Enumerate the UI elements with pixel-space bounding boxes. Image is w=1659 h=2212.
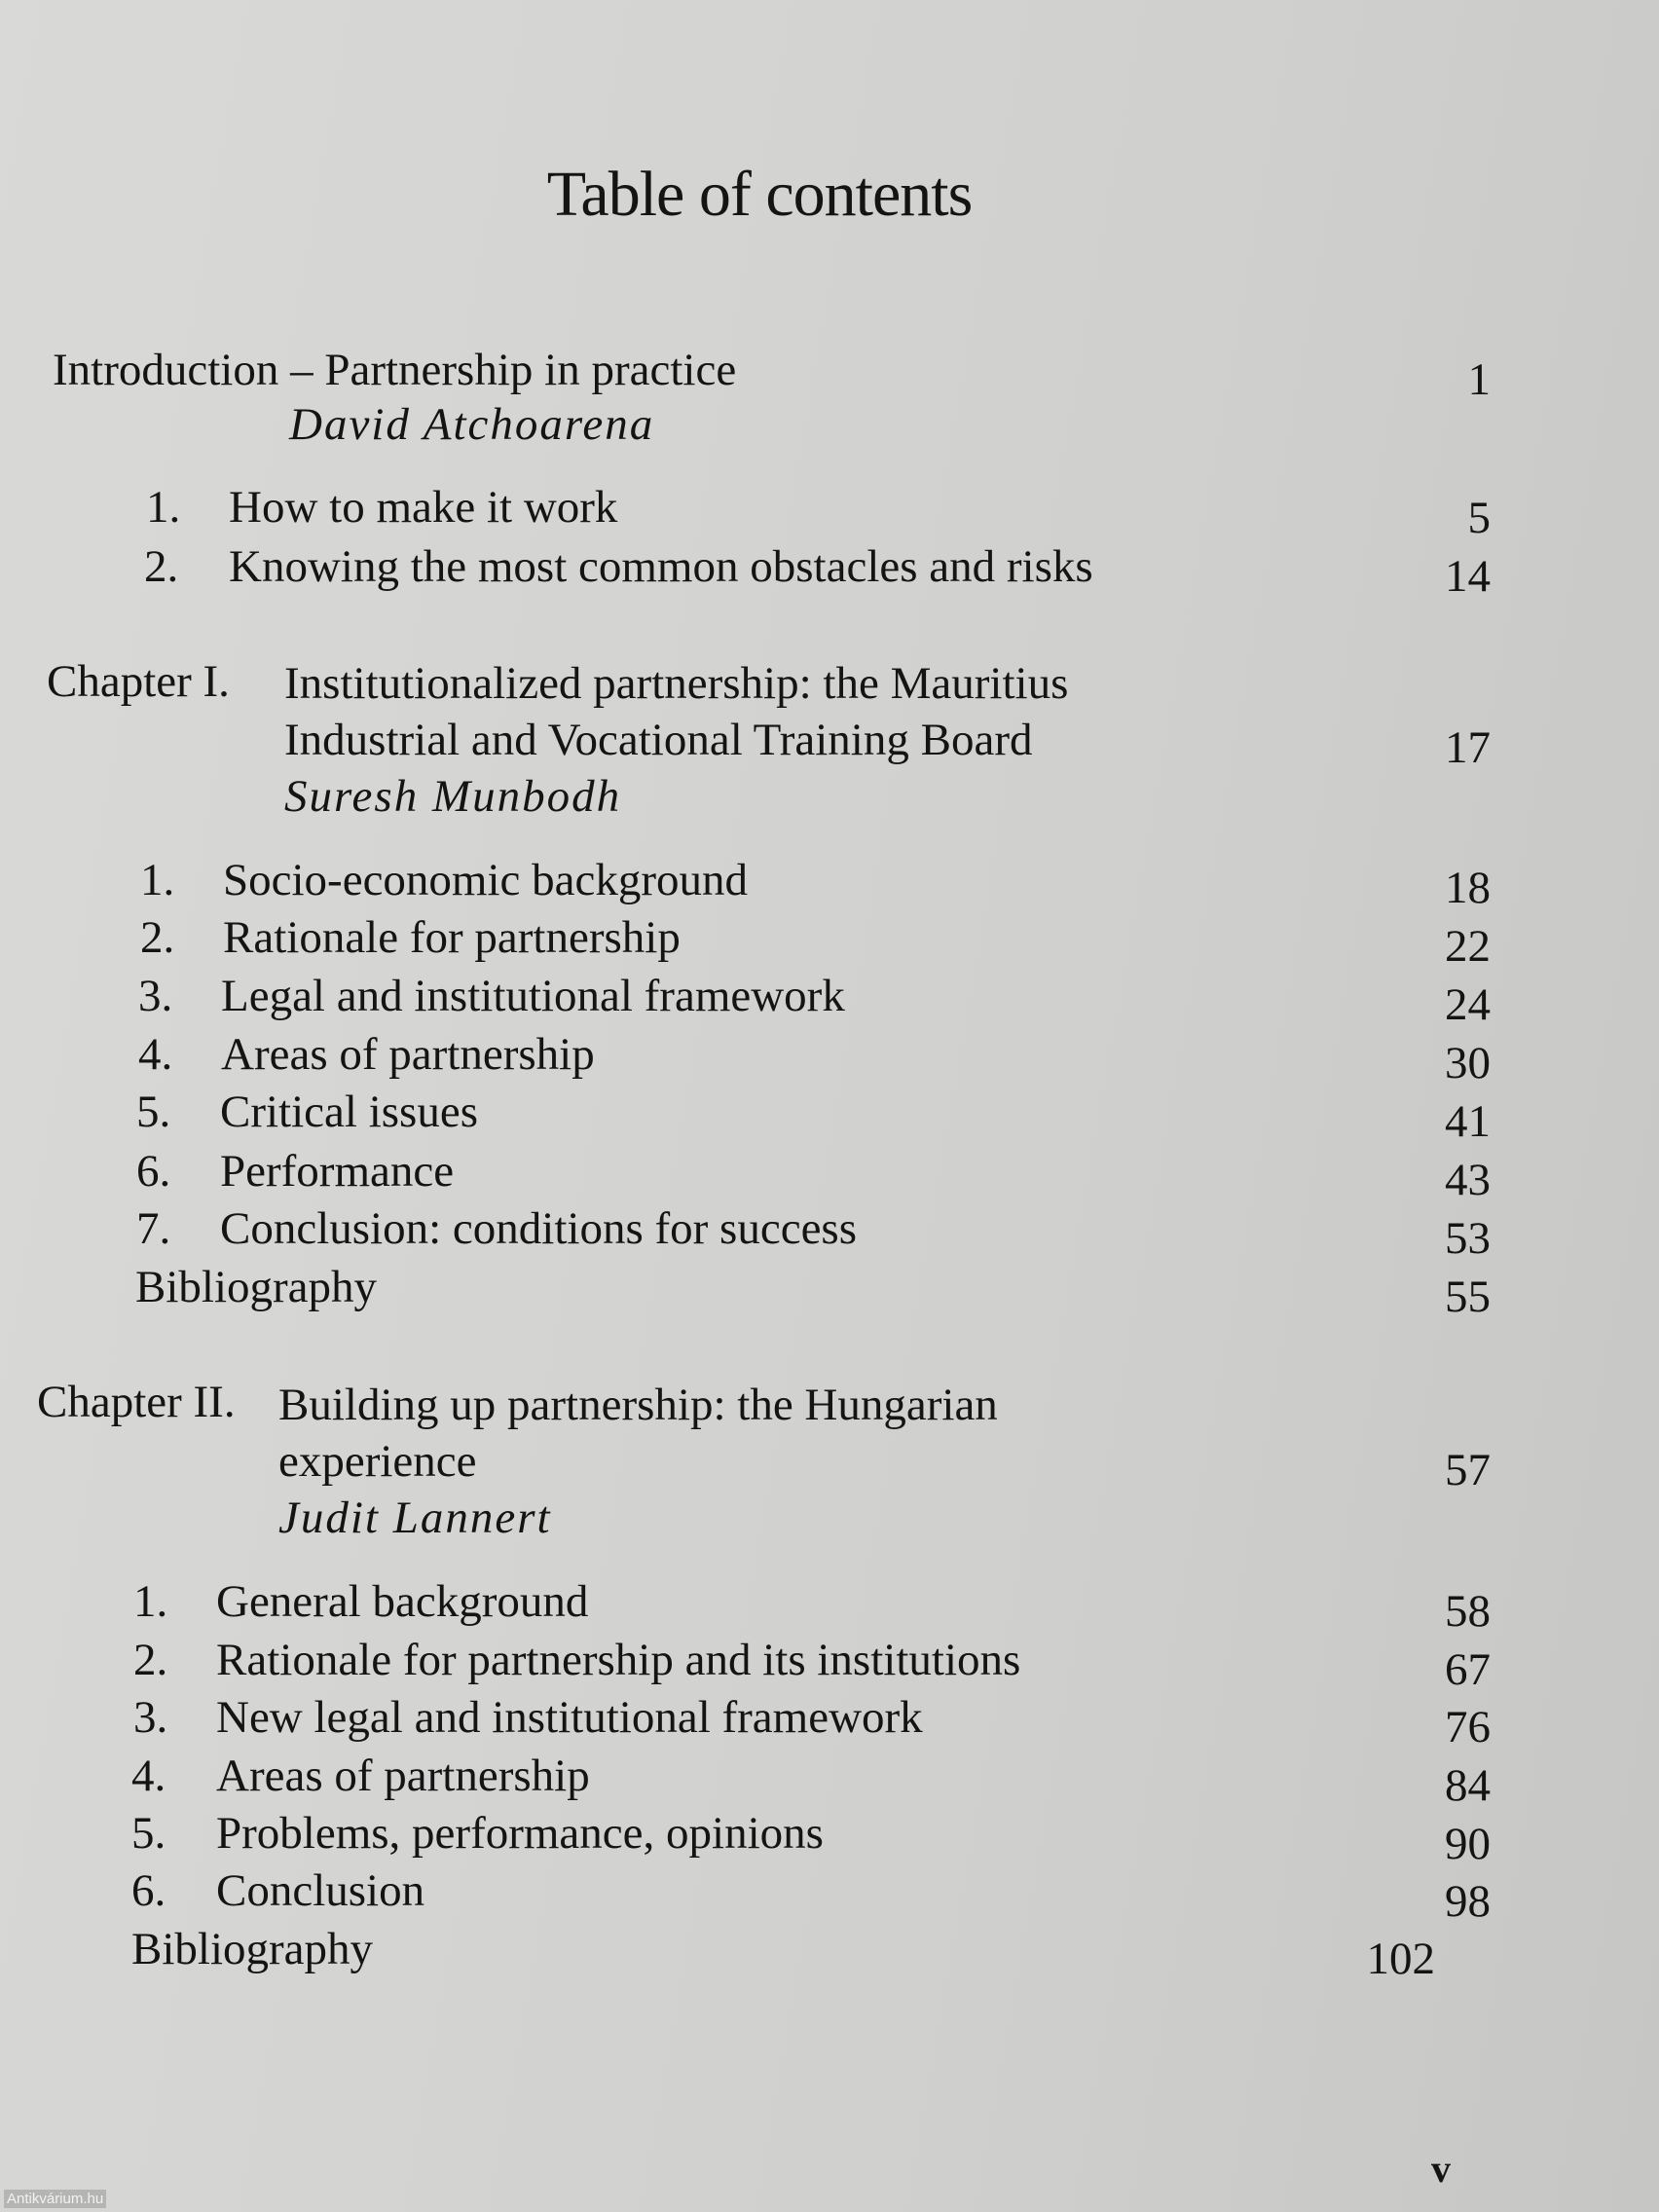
- ch2-item-page: 98: [1445, 1876, 1491, 1927]
- ch2-item-page: 84: [1445, 1760, 1491, 1811]
- ch1-item-number: 6.: [136, 1146, 171, 1197]
- ch2-item-page: 67: [1445, 1644, 1491, 1695]
- chapter1-author: Suresh Munbodh: [284, 771, 622, 822]
- ch1-item-title: Conclusion: conditions for success: [220, 1203, 858, 1254]
- ch1-item-number: 3.: [138, 971, 173, 1021]
- chapter1-page: 17: [1445, 722, 1491, 773]
- intro-item-number: 1.: [146, 482, 181, 533]
- ch2-item-page: 58: [1445, 1586, 1491, 1637]
- intro-item-page: 14: [1445, 551, 1491, 602]
- ch2-item-page: 90: [1445, 1819, 1491, 1869]
- chapter2-label: Chapter II.: [37, 1377, 236, 1427]
- watermark: Antikvárium.hu: [4, 2190, 106, 2208]
- introduction-page: 1: [1467, 354, 1491, 405]
- chapter1-title-line1: Institutionalized partnership: the Mauritius: [284, 658, 1069, 709]
- ch2-bibliography-page: 102: [1366, 1934, 1435, 1984]
- intro-item-title: How to make it work: [229, 482, 618, 533]
- ch1-item-title: Areas of partnership: [221, 1029, 595, 1080]
- ch2-item-number: 3.: [133, 1692, 168, 1743]
- ch1-item-title: Performance: [220, 1146, 455, 1197]
- chapter1-title-line2: Industrial and Vocational Training Board: [284, 715, 1033, 765]
- intro-item-page: 5: [1467, 493, 1491, 543]
- chapter2-title-line1: Building up partnership: the Hungarian: [278, 1380, 998, 1430]
- ch2-item-number: 5.: [131, 1808, 166, 1859]
- ch1-item-page: 53: [1445, 1213, 1491, 1264]
- ch2-item-title: Conclusion: [216, 1865, 425, 1916]
- ch2-item-title: New legal and institutional framework: [216, 1692, 923, 1743]
- ch2-item-title: Areas of partnership: [216, 1751, 590, 1801]
- chapter2-title-line2: experience: [278, 1436, 477, 1487]
- ch1-item-page: 43: [1445, 1155, 1491, 1205]
- ch1-item-number: 1.: [140, 855, 175, 905]
- intro-item-number: 2.: [144, 541, 179, 592]
- ch1-bibliography: Bibliography: [135, 1262, 378, 1312]
- ch1-item-page: 30: [1445, 1038, 1491, 1088]
- ch1-item-page: 22: [1445, 921, 1491, 972]
- ch2-item-number: 4.: [131, 1751, 166, 1801]
- chapter2-author: Judit Lannert: [278, 1493, 552, 1543]
- folio-number: v: [1431, 2147, 1451, 2191]
- ch2-item-title: Rationale for partnership and its institutions: [216, 1635, 1021, 1685]
- ch2-item-page: 76: [1445, 1702, 1491, 1752]
- ch2-item-title: General background: [216, 1576, 589, 1627]
- chapter1-label: Chapter I.: [47, 656, 230, 707]
- ch1-item-page: 41: [1445, 1096, 1491, 1147]
- ch1-item-number: 7.: [136, 1203, 171, 1254]
- ch1-item-page: 18: [1445, 863, 1491, 913]
- ch1-item-number: 5.: [136, 1087, 171, 1137]
- ch1-item-number: 2.: [140, 912, 175, 963]
- ch2-item-title: Problems, performance, opinions: [216, 1808, 824, 1859]
- ch2-item-number: 1.: [133, 1576, 168, 1627]
- ch2-bibliography: Bibliography: [131, 1924, 374, 1974]
- ch1-item-page: 24: [1445, 979, 1491, 1030]
- intro-item-title: Knowing the most common obstacles and risks: [229, 541, 1093, 592]
- introduction-author: David Atchoarena: [289, 399, 655, 450]
- ch2-item-number: 2.: [133, 1635, 168, 1685]
- ch2-item-number: 6.: [131, 1865, 166, 1916]
- ch1-item-title: Rationale for partnership: [223, 912, 681, 963]
- ch1-item-title: Critical issues: [220, 1087, 478, 1137]
- ch1-bibliography-page: 55: [1445, 1272, 1491, 1322]
- ch1-item-number: 4.: [138, 1029, 173, 1080]
- ch1-item-title: Socio-economic background: [223, 855, 749, 905]
- ch1-item-title: Legal and institutional framework: [221, 971, 845, 1021]
- page-title: Table of contents: [546, 159, 973, 230]
- chapter2-page: 57: [1445, 1445, 1491, 1495]
- introduction-heading: Introduction – Partnership in practice: [53, 345, 737, 395]
